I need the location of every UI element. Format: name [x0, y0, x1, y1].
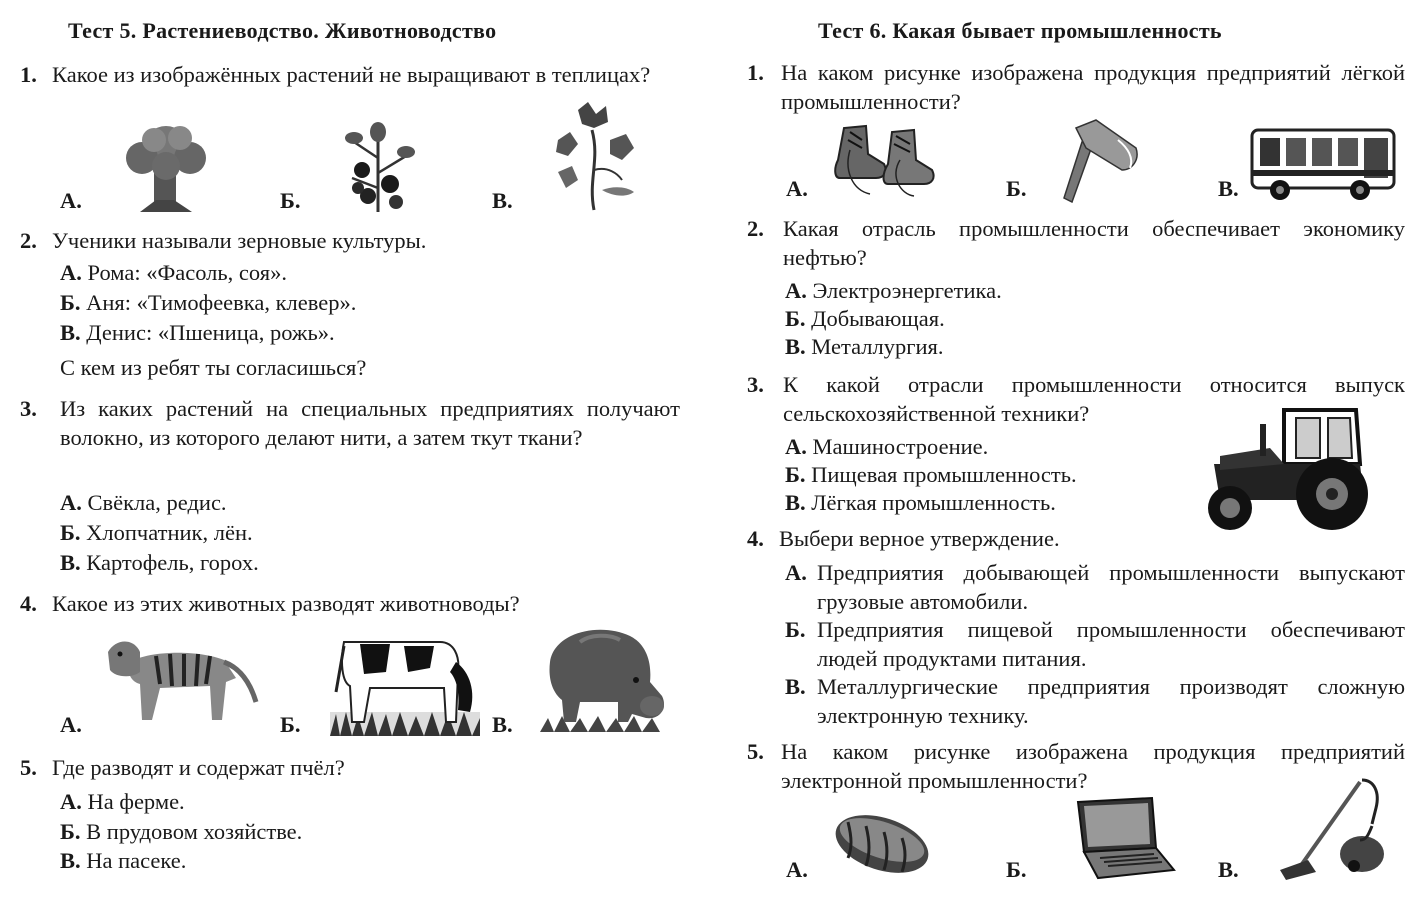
test5-question-3	[20, 394, 680, 452]
question-text: На каком рисунке изображена продукция предприятий электронной промышленности?	[781, 739, 1405, 793]
answer-letter: В.	[785, 674, 806, 699]
answer-letter: Б.	[785, 462, 806, 487]
answer-c	[60, 846, 186, 875]
answer-text: Электроэнергетика.	[812, 278, 1002, 303]
answer-a	[60, 787, 185, 816]
answer-a	[60, 258, 287, 287]
test5-question-1	[20, 60, 680, 89]
answer-letter: А.	[785, 278, 807, 303]
answer-letter: А.	[785, 434, 807, 459]
option-label-a: А.	[60, 712, 82, 737]
option-label-b: Б.	[1006, 857, 1027, 882]
test6-question-2	[747, 214, 1405, 272]
question-number: 1.	[20, 62, 37, 87]
tree-icon	[120, 120, 212, 215]
test5-question-4	[20, 589, 680, 618]
question-text: Какое из этих животных разводят животноводы?	[52, 591, 520, 616]
answer-text: На пасеке.	[86, 848, 187, 873]
answer-letter: В.	[60, 848, 81, 873]
question-number: 4.	[20, 591, 37, 616]
answer-a	[785, 558, 1405, 616]
answer-text: Предприятия добывающей промышленности выпускают грузовые автомобили.	[817, 560, 1405, 614]
tractor-icon	[1200, 404, 1386, 534]
option-label-b: Б.	[280, 712, 301, 737]
answer-c	[785, 332, 943, 361]
answer-a	[785, 432, 988, 461]
hippo-icon	[540, 622, 668, 732]
answer-c	[60, 318, 335, 347]
question-number: 5.	[747, 739, 764, 764]
answer-letter: Б.	[785, 617, 806, 642]
bus-icon	[1248, 124, 1398, 202]
answer-text: Металлургия.	[811, 334, 944, 359]
question-followup: С кем из ребят ты согласишься?	[60, 355, 367, 380]
option-label-b: Б.	[1006, 176, 1027, 201]
berry-bush-icon	[340, 118, 416, 214]
test6-question-4	[747, 524, 1405, 553]
answer-letter: В.	[60, 320, 81, 345]
question-text: Какая отрасль промышленности обеспечивает экономику нефтью?	[783, 216, 1405, 270]
test5-question-2	[20, 226, 680, 255]
option-label-a: А.	[786, 176, 808, 201]
question-text: К какой отрасли промышленности относится выпуск сельскохозяйственной техники?	[783, 372, 1405, 426]
question-text: Где разводят и содержат пчёл?	[52, 755, 345, 780]
answer-letter: Б.	[60, 520, 81, 545]
answer-text: Машиностроение.	[812, 434, 989, 459]
answer-letter: А.	[60, 260, 82, 285]
answer-text: Аня: «Тимофеевка, клевер».	[86, 290, 357, 315]
test6-question-1	[747, 58, 1405, 116]
option-label-b: Б.	[280, 188, 301, 213]
answer-letter: Б.	[60, 819, 81, 844]
option-label-a: А.	[786, 857, 808, 882]
answer-text: Хлопчатник, лён.	[86, 520, 253, 545]
answer-text: Денис: «Пшеница, рожь».	[86, 320, 335, 345]
question-number: 5.	[20, 755, 37, 780]
axe-icon	[1056, 118, 1146, 203]
answer-letter: А.	[60, 490, 82, 515]
answer-b	[785, 460, 1077, 489]
answer-letter: В.	[60, 550, 81, 575]
cow-icon	[330, 632, 480, 736]
answer-text: Металлургические предприятия производят сложную электронную технику.	[817, 674, 1405, 728]
answer-c	[785, 488, 1056, 517]
answer-c	[785, 672, 1405, 730]
bread-icon	[830, 808, 934, 878]
answer-letter: Б.	[785, 306, 806, 331]
answer-text: Картофель, горох.	[86, 550, 259, 575]
answer-letter: Б.	[60, 290, 81, 315]
answer-text: Рома: «Фасоль, соя».	[87, 260, 287, 285]
answer-text: Предприятия пищевой промышленности обеспечивают людей продуктами питания.	[817, 617, 1405, 671]
answer-b	[60, 817, 302, 846]
answer-text: Пищевая промышленность.	[811, 462, 1077, 487]
answer-a	[785, 276, 1002, 305]
question-text: Какое из изображённых растений не выращивают в теплицах?	[52, 62, 651, 87]
answer-a	[60, 488, 227, 517]
question-number: 4.	[747, 526, 764, 551]
answer-c	[60, 548, 259, 577]
option-label-c: В.	[492, 712, 513, 737]
answer-text: Добывающая.	[811, 306, 945, 331]
answer-b	[60, 518, 253, 547]
question-text: Из каких растений на специальных предприятиях получают волокно, из которого делают нити, а затем ткут ткани?	[60, 396, 680, 450]
test6-column	[730, 0, 1422, 906]
question-text: Ученики называли зерновые культуры.	[52, 228, 427, 253]
answer-letter: А.	[60, 789, 82, 814]
question-number: 1.	[747, 60, 764, 85]
test5-question-5	[20, 753, 680, 782]
pea-plant-icon	[548, 100, 640, 215]
answer-b	[785, 615, 1405, 673]
boots-icon	[830, 120, 940, 200]
answer-letter: В.	[785, 490, 806, 515]
answer-b	[60, 288, 356, 317]
question-number: 3.	[20, 396, 37, 421]
question-number: 2.	[20, 228, 37, 253]
answer-text: В прудовом хозяйстве.	[86, 819, 303, 844]
question-text: На каком рисунке изображена продукция предприятий лёгкой промышленности?	[781, 60, 1405, 114]
answer-b	[785, 304, 945, 333]
tiger-icon	[100, 622, 260, 724]
option-label-a: А.	[60, 188, 82, 213]
option-label-c: В.	[1218, 176, 1239, 201]
question-text: Выбери верное утверждение.	[779, 526, 1060, 551]
answer-text: На ферме.	[87, 789, 185, 814]
option-label-c: В.	[492, 188, 513, 213]
answer-text: Лёгкая промышленность.	[811, 490, 1056, 515]
laptop-icon	[1070, 796, 1176, 882]
test5-title: Тест 5. Растениеводство. Животноводство	[68, 18, 497, 43]
answer-letter: А.	[785, 560, 807, 585]
test6-title: Тест 6. Какая бывает промышленность	[818, 18, 1222, 43]
question-number: 3.	[747, 372, 764, 397]
answer-letter: В.	[785, 334, 806, 359]
option-label-c: В.	[1218, 857, 1239, 882]
vacuum-cleaner-icon	[1276, 774, 1388, 880]
test5-column	[0, 0, 700, 906]
answer-text: Свёкла, редис.	[87, 490, 227, 515]
question-number: 2.	[747, 216, 764, 241]
